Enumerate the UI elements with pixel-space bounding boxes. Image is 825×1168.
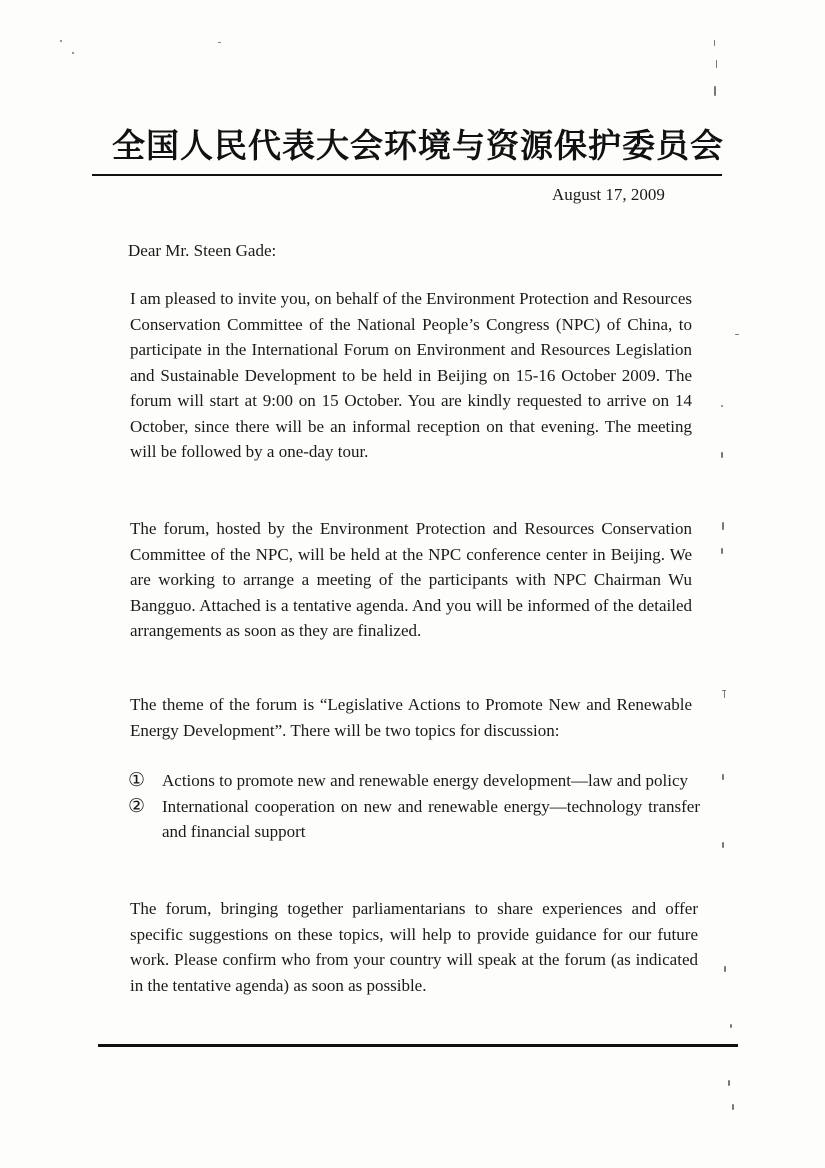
letterhead-title: 全国人民代表大会环境与资源保护委员会 (112, 126, 724, 165)
scan-speck (721, 405, 723, 407)
scan-speck (728, 1080, 730, 1086)
paragraph-closing-request: The forum, bringing together parliamentarians to share experiences and offer specific suggestions on these topics, will help to provide guidance for our future work. Please confirm who from your country will speak at the forum (as indicated in the tentative agenda) as soon as possible. (130, 899, 698, 995)
paragraph-invitation: I am pleased to invite you, on behalf of the Environment Protection and Resources Conservation Committee of the National People’s Congress (NPC) of China, to participate in the International Forum on Environment and Resources Legislation and Sustainable Development to be held in Beijing on 15-16 October 2009. The forum will start at 9:00 on 15 October. You are kindly requested to arrive on 14 October, since there will be an informal reception on that evening. The meeting will be followed by a one-day tour. (130, 289, 692, 461)
scan-speck (724, 690, 725, 698)
scan-speck (721, 548, 723, 554)
topic-text: International cooperation on new and renewable energy—technology transfer and financial support (162, 796, 700, 841)
scan-speck (218, 42, 221, 43)
scan-speck (721, 452, 723, 458)
topic-item (128, 768, 700, 794)
topic-list (128, 768, 700, 845)
footer-divider (98, 1044, 738, 1047)
scan-speck (716, 60, 717, 68)
scan-speck (722, 774, 724, 780)
scan-speck (732, 1104, 734, 1110)
topic-item (128, 794, 700, 845)
topic-marker: ② (128, 794, 146, 817)
topic-marker: ① (128, 769, 146, 791)
scan-speck (722, 842, 724, 848)
scan-speck (60, 40, 62, 42)
scan-speck (714, 86, 716, 96)
scan-speck (735, 334, 739, 335)
paragraph-theme: The theme of the forum is “Legislative Actions to Promote New and Renewable Energy Development”. There will be two topics for discussion: (130, 695, 692, 740)
topic-text: Actions to promote new and renewable energy development—law and policy (162, 771, 689, 790)
scan-speck (724, 966, 726, 972)
scan-speck (72, 52, 74, 54)
scan-speck (730, 1024, 732, 1028)
scan-speck (714, 40, 715, 46)
salutation: Dear Mr. Steen Gade: (128, 241, 277, 260)
letterhead-divider (92, 174, 722, 176)
letter-date: August 17, 2009 (552, 185, 665, 204)
scan-speck (722, 522, 724, 530)
paragraph-venue: The forum, hosted by the Environment Protection and Resources Conservation Committee of the NPC, will be held at the NPC conference center in Beijing. We are working to arrange a meeting of the participants with NPC Chairman Wu Bangguo. Attached is a tentative agenda. And you will be informed of the detailed arrangements as soon as they are finalized. (130, 519, 692, 640)
